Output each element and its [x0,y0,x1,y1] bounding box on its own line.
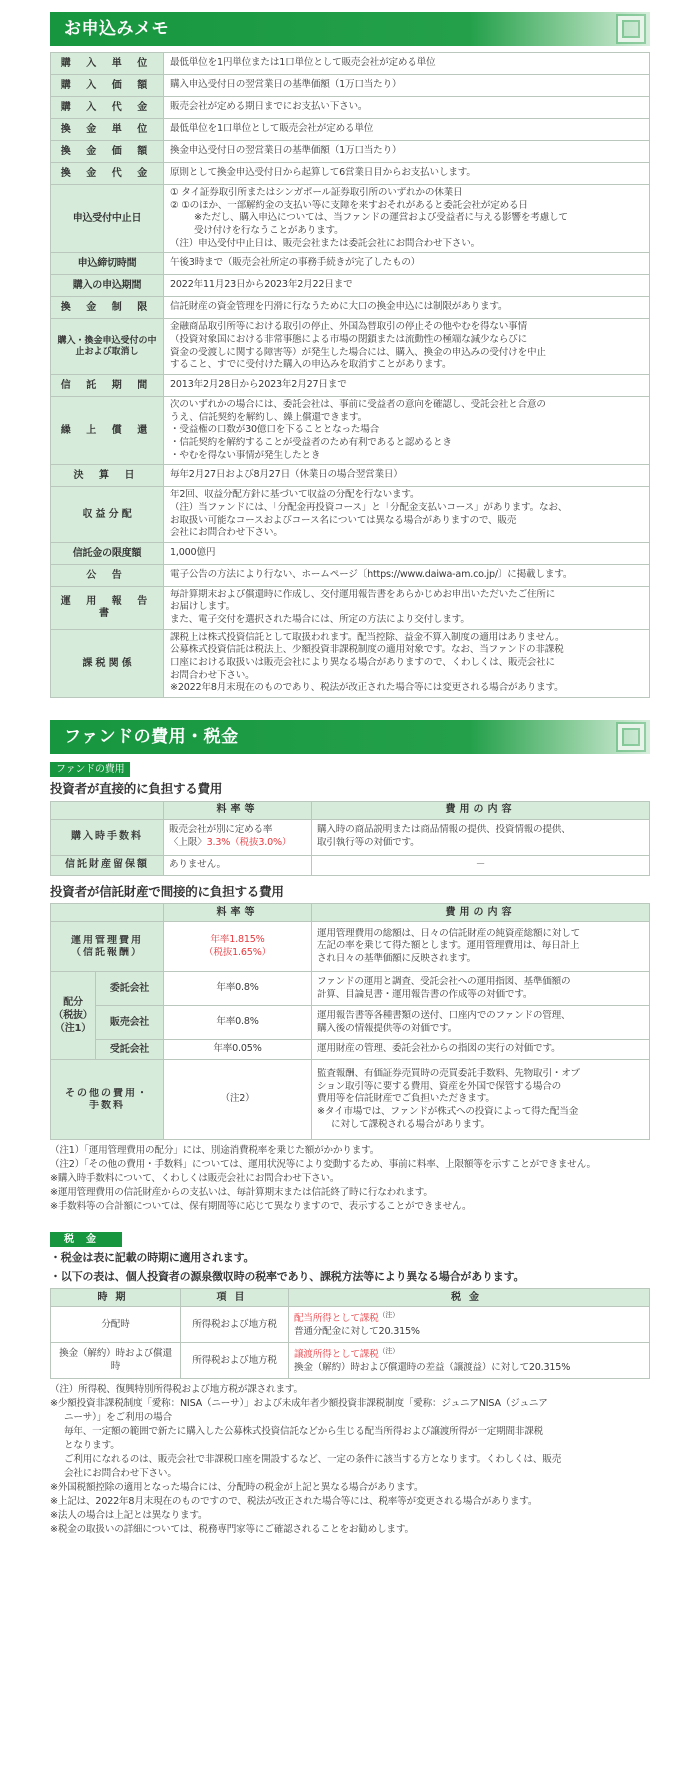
memo-row [51,487,650,543]
mgmt-fee-content: 運用管理費用の総額は、日々の信託財産の純資産総額に対して 左記の率を乗じて得た額とします。運用管理費用は、毎日計上 され日々の基準価額に反映されます。 [312,922,650,972]
split-content-trustor: ファンドの運用と調査、受託会社への運用指図、基準価額の 計算、目論見書・運用報告書の作成等の対価です。 [312,972,650,1006]
split-rate-trustor: 年率0.8% [164,972,312,1006]
tax-detail: 配当所得として課税$^{(注)}$ 普通分配金に対して20.315% [289,1307,650,1343]
memo-key: 信 託 期 間 [51,374,164,396]
memo-title: お申込みメモ [64,18,169,39]
memo-row [51,141,650,163]
tax-note: となります。 [64,1440,120,1452]
tax-note: ※上記は、2022年8月末現在のものですので、税法が改正された場合等には、税率等が変更される場合があります。 [50,1495,538,1507]
tax-time-distribution: 分配時 [51,1307,181,1343]
memo-value: ① タイ証券取引所またはシンガポール証券取引所のいずれかの休業日 ② ①のほか、一部解約金の支払い等に支障を来すおそれがあると委託会社が定める日 ※ただし、購入申込については、当ファンドの運営および受益者に与える影響を考慮して 受け付けを行なうことがあります。 （注）申込受付中止日は、販売会社または委託会社にお問合わせ下さい。 [164,185,650,253]
tax-detail: 譲渡所得として課税$^{(注)}$ 換金（解約）時および償還時の差益（譲渡益）に対して20.315% [289,1343,650,1379]
purchase-fee-key: 購入時手数料 [51,819,164,855]
tax-bullet: ・以下の表は、個人投資者の源泉徴収時の税率であり、課税方法等により異なる場合があります。 [50,1269,525,1283]
split-key: 配分 （税抜） （注1） [51,972,96,1060]
fund-cost-tag: ファンドの費用 [50,762,130,777]
memo-row [51,119,650,141]
memo-key: 収 益 分 配 [51,487,164,543]
other-fee-key: その他の費用・ 手数料 [51,1060,164,1140]
memo-row [51,319,650,375]
memo-value: 最低単位を1円単位または1口単位として販売会社が定める単位 [164,53,650,75]
memo-key: 購 入 価 額 [51,75,164,97]
direct-cost-table [50,801,650,876]
memo-table [50,52,650,698]
memo-value: 課税上は株式投資信託として取扱われます。配当控除、益金不算入制度の適用はありません。 公募株式投資信託は税法上、少額投資非課税制度の適用対象です。なお、当ファンドの非課税 口座における取扱いは販売会社により異なる場合がありますので、くわしくは、販売会社に お問合わせ下さい。 ※2022年8月末現在のものであり、税法が改正された場合等には変更される場合があります。 [164,629,650,697]
purchase-fee-content: 購入時の商品説明または商品情報の提供、投資情報の提供、 取引執行等の対価です。 [312,819,650,855]
fee-note: ※手数料等の合計額については、保有期間等に応じて異なりますので、表示することができません。 [50,1200,472,1212]
col-rate: 料率等 [164,801,312,819]
memo-row [51,542,650,564]
memo-value: 2022年11月23日から2023年2月22日まで [164,275,650,297]
tax-note: ※少額投資非課税制度「愛称：NISA（ニーサ）」および未成年者少額投資非課税制度「愛称：ジュニアNISA（ジュニア [50,1398,548,1410]
banner-deco-icon [616,14,646,44]
mgmt-fee-rate: 年率1.815% （税抜1.65%） [164,922,312,972]
memo-key: 換 金 価 額 [51,141,164,163]
memo-key: 課 税 関 係 [51,629,164,697]
tax-note: ニーサ）」をご利用の場合 [64,1412,172,1424]
tax-notes [50,1383,650,1536]
tax-note: 会社にお問合わせ下さい。 [64,1467,177,1479]
memo-row [51,297,650,319]
memo-key: 繰 上 償 還 [51,396,164,464]
col-time: 時期 [51,1289,181,1307]
memo-banner [50,12,650,46]
memo-key: 換 金 単 位 [51,119,164,141]
split-rate-distributor: 年率0.8% [164,1006,312,1040]
tax-item: 所得税および地方税 [181,1343,289,1379]
indirect-cost-table [50,903,650,1140]
fee-notes [50,1144,650,1214]
memo-value: 購入申込受付日の翌営業日の基準価額（1万口当たり） [164,75,650,97]
memo-row [51,253,650,275]
memo-key: 決 算 日 [51,465,164,487]
memo-key: 運 用 報 告 書 [51,586,164,629]
retention-key: 信託財産留保額 [51,855,164,875]
banner-deco-icon [616,722,646,752]
split-key-trustee: 受託会社 [96,1040,164,1060]
other-fee-content: 監査報酬、有価証券売買時の売買委託手数料、先物取引・オプ ション取引等に要する費用、資産を外国で保管する場合の 費用等を信託財産でご負担いただきます。 ※タイ市場では、ファンドが株式への投資によって得た配当金 に対して課税される場合があります。 [312,1060,650,1140]
memo-value: 年2回、収益分配方針に基づいて収益の分配を行ないます。 （注）当ファンドには、「分配金再投資コース」と「分配金支払いコース」があります。なお、 お取扱い可能なコースおよびコース名については異なる場合がありますので、販売 会社にお問合わせ下さい。 [164,487,650,543]
tax-table [50,1288,650,1379]
memo-row [51,396,650,464]
memo-value: 電子公告の方法により行ない、ホームページ〔https://www.daiwa-am.co.jp/〕に掲載します。 [164,564,650,586]
tax-time-redemption: 換金（解約）時および償還時 [51,1343,181,1379]
memo-row [51,97,650,119]
memo-row [51,53,650,75]
tax-note: 毎年、一定額の範囲で新たに購入した公募株式投資信託などから生じる配当所得および譲渡所得が一定期間非課税 [64,1426,544,1438]
other-fee-rate: （注2） [164,1060,312,1140]
memo-key: 公 告 [51,564,164,586]
memo-value: 信託財産の資金管理を円滑に行なうために大口の換金申込には制限があります。 [164,297,650,319]
tax-note: ※外国税額控除の適用となった場合には、分配時の税金が上記と異なる場合があります。 [50,1481,424,1493]
memo-row [51,629,650,697]
memo-row [51,163,650,185]
split-content-distributor: 運用報告書等各種書類の送付、口座内でのファンドの管理、 購入後の情報提供等の対価です。 [312,1006,650,1040]
tax-item: 所得税および地方税 [181,1307,289,1343]
memo-row [51,75,650,97]
memo-value: 次のいずれかの場合には、委託会社は、事前に受益者の意向を確認し、受託会社と合意の うえ、信託契約を解約し、繰上償還できます。 ・受益権の口数が30億口を下ることとなった場合 ・信託契約を解約することが受益者のため有利であると認めるとき ・やむを得ない事情が発生したとき [164,396,650,464]
memo-key: 購入・換金申込受付の中止および取消し [51,319,164,375]
col-content: 費用の内容 [312,801,650,819]
memo-key: 購 入 単 位 [51,53,164,75]
direct-cost-heading: 投資者が直接的に負担する費用 [50,781,223,797]
memo-value: 販売会社が定める期日までにお支払い下さい。 [164,97,650,119]
memo-row [51,275,650,297]
memo-row [51,586,650,629]
col-item: 項目 [181,1289,289,1307]
fees-banner [50,720,650,754]
memo-value: 毎計算期末および償還時に作成し、交付運用報告書をあらかじめお申出いただいたご住所に お届けします。 また、電子交付を選択された場合には、所定の方法により交付します。 [164,586,650,629]
fee-note: ※運用管理費用の信託財産からの支払いは、毎計算期末または信託終了時に行なわれます。 [50,1186,433,1198]
split-rate-trustee: 年率0.05% [164,1040,312,1060]
fee-note: ※購入時手数料について、くわしくは販売会社にお問合わせ下さい。 [50,1172,340,1184]
fee-note: （注1）「運用管理費用の配分」には、別途消費税率を乗じた額がかかります。 [50,1145,380,1157]
fee-note: （注2）「その他の費用・手数料」については、運用状況等により変動するため、事前に料率、上限額等を示すことができません。 [50,1158,596,1170]
memo-row [51,564,650,586]
split-key-distributor: 販売会社 [96,1006,164,1040]
split-key-trustor: 委託会社 [96,972,164,1006]
memo-key: 申込締切時間 [51,253,164,275]
memo-key: 申込受付中止日 [51,185,164,253]
memo-key: 換 金 代 金 [51,163,164,185]
col-rate: 料率等 [164,904,312,922]
tax-note: ご利用になれるのは、販売会社で非課税口座を開設するなど、一定の条件に該当する方となります。くわしくは、販売 [64,1454,562,1465]
memo-key: 信託金の限度額 [51,542,164,564]
tax-note: （注）所得税、復興特別所得税および地方税が課されます。 [50,1384,303,1396]
memo-value: 原則として換金申込受付日から起算して6営業日目からお支払いします。 [164,163,650,185]
retention-rate: ありません。 [164,855,312,875]
memo-row [51,465,650,487]
fees-title: ファンドの費用・税金 [64,726,239,747]
mgmt-fee-key: 運用管理費用 （信託報酬） [51,922,164,972]
memo-row [51,374,650,396]
split-content-trustee: 運用財産の管理、委託会社からの指図の実行の対価です。 [312,1040,650,1060]
memo-key: 購入の申込期間 [51,275,164,297]
memo-value: 金融商品取引所等における取引の停止、外国為替取引の停止その他やむを得ない事情 （投資対象国における非常事態による市場の閉鎖または流動性の極端な減少ならびに 資金の受渡しに関する障害等）が発生した場合には、購入、換金の申込みの受付けを中止 すること、すでに受付けた購入の申込みを取消すことがあります。 [164,319,650,375]
tax-note: ※税金の取扱いの詳細については、税務専門家等にご確認されることをお勧めします。 [50,1523,414,1535]
tax-note: ※法人の場合は上記とは異なります。 [50,1509,208,1521]
indirect-cost-heading: 投資者が信託財産で間接的に負担する費用 [50,883,284,899]
memo-key: 購 入 代 金 [51,97,164,119]
memo-key: 換 金 制 限 [51,297,164,319]
retention-content: － [312,855,650,875]
memo-value: 毎年2月27日および8月27日（休業日の場合翌営業日） [164,465,650,487]
col-tax: 税金 [289,1289,650,1307]
memo-value: 最低単位を1口単位として販売会社が定める単位 [164,119,650,141]
memo-value: 2013年2月28日から2023年2月27日まで [164,374,650,396]
tax-bullet: ・税金は表に記載の時期に適用されます。 [50,1250,255,1264]
memo-row [51,185,650,253]
memo-value: 午後3時まで（販売会社所定の事務手続きが完了したもの） [164,253,650,275]
purchase-fee-rate: 販売会社が別に定める率 〈上限〉3.3%（税抜3.0%） [164,819,312,855]
memo-value: 換金申込受付日の翌営業日の基準価額（1万口当たり） [164,141,650,163]
tax-tag: 税金 [50,1232,122,1247]
col-content: 費用の内容 [312,904,650,922]
memo-value: 1,000億円 [164,542,650,564]
